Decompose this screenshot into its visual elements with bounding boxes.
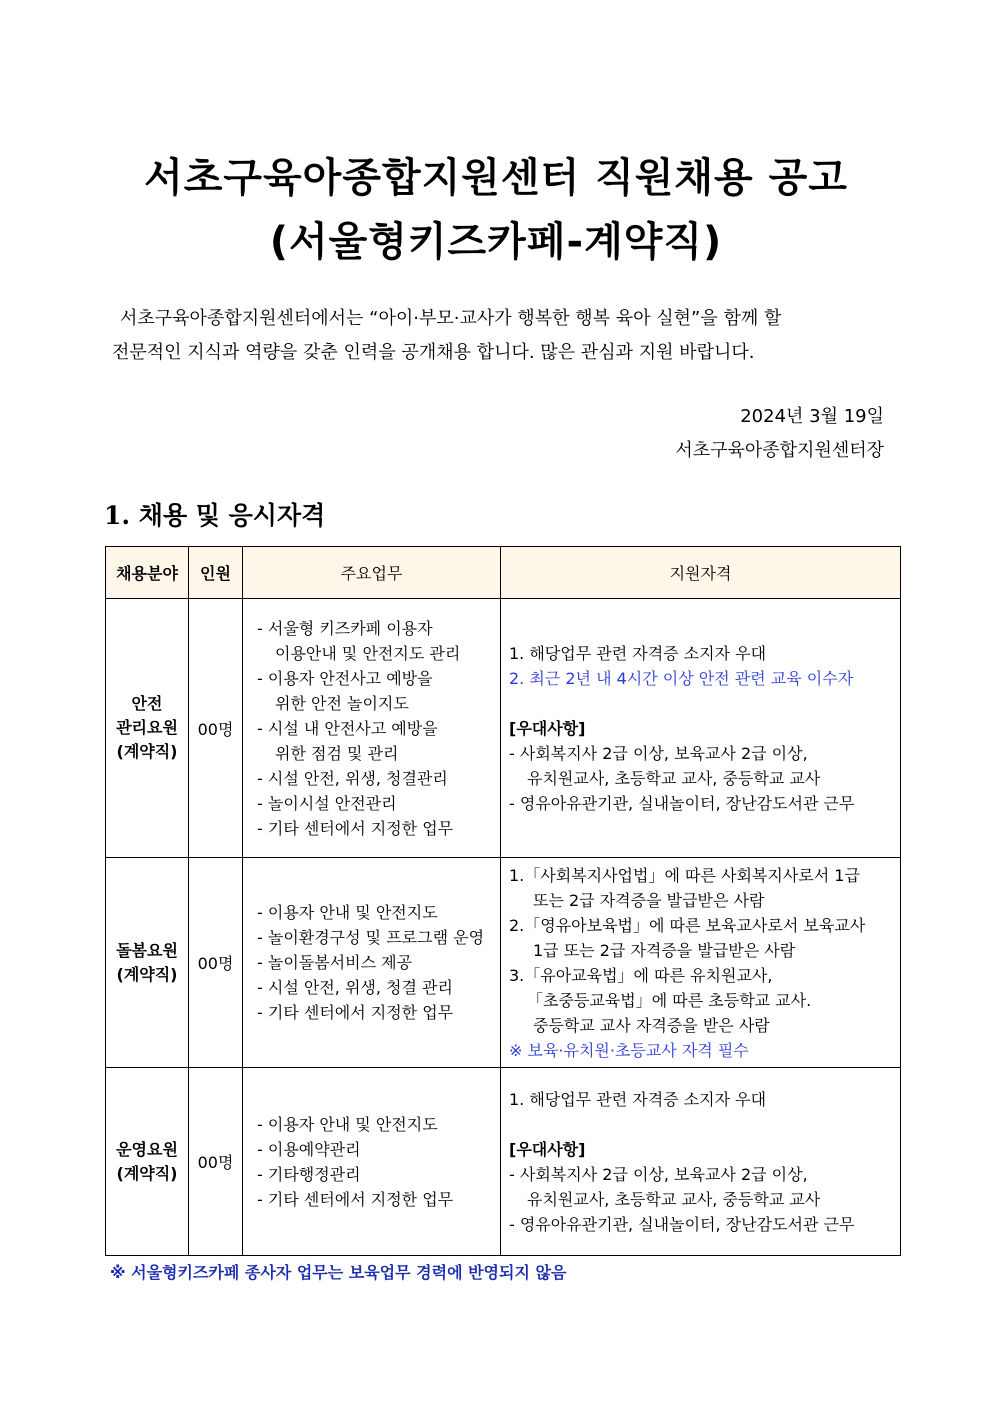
category-cell: [106, 599, 189, 858]
table-row: [106, 599, 901, 858]
announcement-date: 2024년 3월 19일: [740, 406, 884, 427]
count-cell: 00명: [189, 1068, 243, 1256]
qualification-line: 1. 해당업무 관련 자격증 소지자 우대: [509, 1089, 767, 1109]
category-line: 관리요원: [116, 718, 178, 737]
duty-line: - 놀이시설 안전관리: [257, 793, 397, 813]
qualification-note: ※ 보육·유치원·초등교사 자격 필수: [509, 1040, 749, 1060]
qualification-line: 유치원교사, 초등학교 교사, 중등학교 교사: [527, 768, 821, 788]
qualifications-cell: [501, 1068, 901, 1256]
header-category: 채용분야: [106, 547, 189, 599]
duties-cell: [243, 858, 501, 1068]
intro-line-1: 서초구육아종합지원센터에서는 “아이·부모·교사가 행복한 행복 육아 실현”을 함께 할: [120, 308, 782, 329]
duty-line: - 기타행정관리: [257, 1164, 361, 1184]
table-header-row: [106, 547, 901, 599]
duty-line: - 놀이돌봄서비스 제공: [257, 953, 413, 972]
duty-line: - 서울형 키즈카페 이용자: [257, 618, 433, 638]
page-title: 서초구육아종합지원센터 직원채용 공고: [144, 155, 848, 201]
category-line: 돌봄요원: [116, 940, 178, 960]
preference-heading: [우대사항]: [509, 718, 586, 738]
qualification-spacer: [509, 691, 899, 716]
category-line: (계약직): [116, 742, 178, 761]
count-cell: 00명: [189, 858, 243, 1068]
page-subtitle: (서울형키즈카페-계약직): [269, 219, 723, 265]
duty-line: 이용안내 및 안전지도 관리: [275, 643, 461, 663]
qualification-line: - 사회복지사 2급 이상, 보육교사 2급 이상,: [509, 743, 808, 763]
footnote: ※ 서울형키즈카페 종사자 업무는 보육업무 경력에 반영되지 않음: [110, 1263, 567, 1282]
category-line: (계약직): [116, 964, 178, 984]
duty-line: 위한 점검 및 관리: [275, 743, 399, 763]
duty-line: - 기타 센터에서 지정한 업무: [257, 818, 454, 838]
section-heading: 1. 채용 및 응시자격: [104, 501, 326, 530]
count-cell: 00명: [189, 599, 243, 858]
duty-line: - 기타 센터에서 지정한 업무: [257, 1003, 454, 1022]
duty-line: - 시설 안전, 위생, 청결관리: [257, 768, 448, 788]
duty-line: - 시설 안전, 위생, 청결 관리: [257, 978, 453, 997]
duty-line: 위한 안전 놀이지도: [275, 693, 409, 713]
qualification-line: 2.「영유아보육법」에 따른 보육교사로서 보육교사: [509, 915, 866, 935]
qualification-line: 3.「유아교육법」에 따른 유치원교사,: [509, 965, 773, 985]
qualification-line: 1. 해당업무 관련 자격증 소지자 우대: [509, 643, 767, 663]
category-cell: [106, 1068, 189, 1256]
qualifications-cell: [501, 858, 901, 1068]
qualification-line: 유치원교사, 초등학교 교사, 중등학교 교사: [527, 1189, 821, 1209]
qualification-line: 중등학교 교사 자격증을 받은 사람: [533, 1015, 770, 1035]
duty-line: - 이용자 안전사고 예방을: [257, 668, 433, 688]
duty-line: - 이용자 안내 및 안전지도: [257, 903, 438, 922]
qualification-line: 2. 최근 2년 내 4시간 이상 안전 관련 교육 이수자: [509, 668, 854, 688]
category-line: 안전: [131, 694, 163, 713]
qualification-line: - 영유아유관기관, 실내놀이터, 장난감도서관 근무: [509, 1214, 855, 1234]
preference-heading: [우대사항]: [509, 1139, 586, 1159]
duty-line: - 이용자 안내 및 안전지도: [257, 1114, 438, 1134]
qualification-line: 또는 2급 자격증을 발급받은 사람: [533, 890, 765, 910]
duty-line: - 이용예약관리: [257, 1139, 361, 1159]
table-row: [106, 1068, 901, 1256]
qualification-line: 1급 또는 2급 자격증을 발급받은 사람: [533, 940, 796, 960]
qualification-line: - 사회복지사 2급 이상, 보육교사 2급 이상,: [509, 1164, 808, 1184]
qualifications-cell: [501, 599, 901, 858]
qualification-line: 「초중등교육법」에 따른 초등학교 교사.: [527, 990, 812, 1010]
qualification-line: 1.「사회복지사업법」에 따른 사회복지사로서 1급: [509, 865, 860, 885]
qualification-spacer: [509, 1112, 899, 1137]
category-line: 운영요원: [116, 1139, 178, 1159]
header-duties: 주요업무: [243, 547, 501, 599]
table-row: [106, 858, 901, 1068]
duty-line: - 기타 센터에서 지정한 업무: [257, 1189, 454, 1209]
duties-cell: [243, 599, 501, 858]
signature-block: [675, 400, 884, 468]
duty-line: - 놀이환경구성 및 프로그램 운영: [257, 928, 485, 947]
intro-line-2: 전문적인 지식과 역량을 갖춘 인력을 공개채용 합니다. 많은 관심과 지원 바랍니다.: [112, 342, 755, 363]
category-line: (계약직): [116, 1163, 178, 1183]
duties-cell: [243, 1068, 501, 1256]
header-qualifications: 지원자격: [501, 547, 901, 599]
category-cell: [106, 858, 189, 1068]
qualification-line: - 영유아유관기관, 실내놀이터, 장난감도서관 근무: [509, 793, 855, 813]
recruitment-table: [105, 546, 901, 1256]
header-count: 인원: [189, 547, 243, 599]
issuer-name: 서초구육아종합지원센터장: [675, 440, 884, 461]
duty-line: - 시설 내 안전사고 예방을: [257, 718, 438, 738]
intro-paragraph: [112, 302, 884, 370]
